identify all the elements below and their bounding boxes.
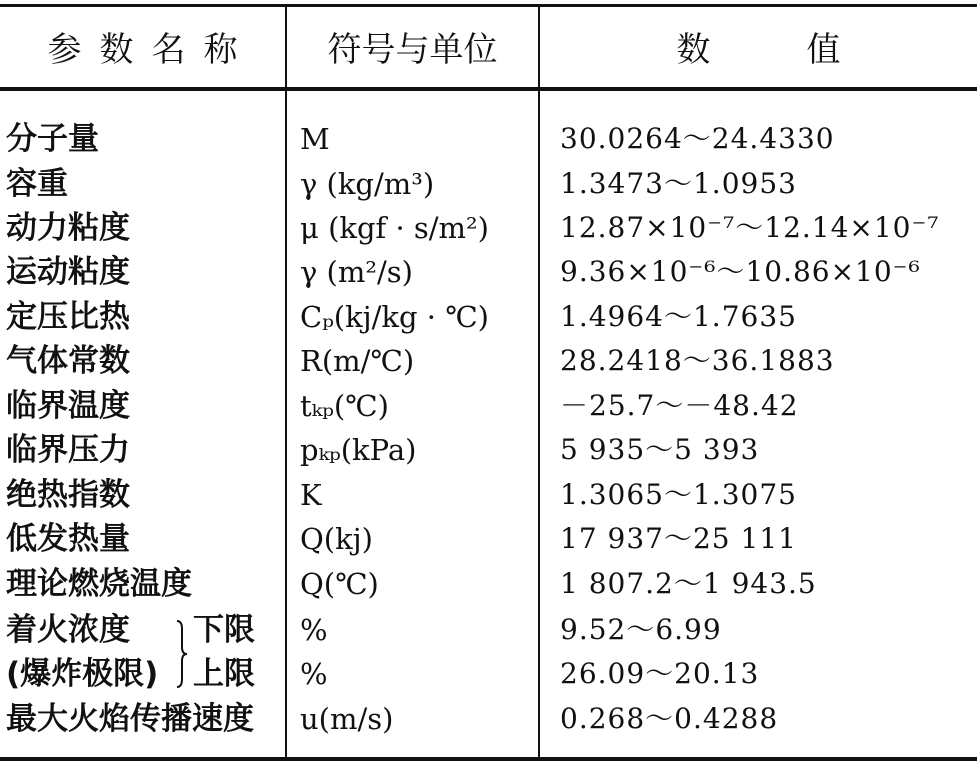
table-row (0, 562, 977, 606)
param-symbol: % (300, 613, 328, 647)
table-row (0, 250, 977, 294)
param-symbol: Q(kj) (300, 522, 373, 556)
param-value: 30.0264～24.4330 (560, 122, 835, 155)
brace-icon (175, 619, 189, 689)
param-value: －25.7～－48.42 (560, 389, 799, 422)
header-rule (0, 87, 977, 91)
param-symbol: Cₚ(kj/kg · ℃) (300, 300, 489, 334)
param-value: 1.3065～1.3075 (560, 478, 797, 511)
table-row (0, 473, 977, 517)
param-symbol: Q(℃) (300, 567, 379, 601)
bottom-rule (0, 757, 977, 761)
param-name: 绝热指数 (6, 477, 130, 513)
table-row (0, 206, 977, 250)
param-value: 1.4964～1.7635 (560, 300, 797, 333)
param-name: 容重 (6, 166, 68, 202)
param-symbol: pₖₚ(kPa) (300, 433, 417, 467)
param-symbol: γ (kg/m³) (300, 167, 435, 201)
param-name: 定压比热 (6, 299, 130, 335)
param-value: 26.09～20.13 (560, 657, 760, 690)
param-symbol: K (300, 478, 322, 512)
table-row (0, 697, 977, 741)
header-parameter-name: 参 数 名 称 (47, 29, 238, 70)
param-value: 9.36×10⁻⁶～10.86×10⁻⁶ (560, 255, 921, 288)
param-name: 理论燃烧温度 (6, 566, 192, 602)
param-value: 12.87×10⁻⁷～12.14×10⁻⁷ (560, 211, 940, 244)
param-symbol: tₖₚ(℃) (300, 389, 389, 423)
header-symbol-unit: 符号与单位 (327, 29, 498, 70)
table-row (0, 517, 977, 561)
param-symbol: % (300, 657, 328, 691)
param-symbol: M (300, 122, 330, 156)
table-row (0, 339, 977, 383)
param-symbol: μ (kgf · s/m²) (300, 211, 489, 245)
param-name: 最大火焰传播速度 (6, 701, 254, 737)
table-row (0, 608, 977, 652)
param-symbol: u(m/s) (300, 702, 394, 736)
param-name: 分子量 (6, 121, 99, 157)
table-row (0, 117, 977, 161)
param-value: 1.3473～1.0953 (560, 167, 797, 200)
param-symbol: γ (m²/s) (300, 255, 413, 289)
param-value: 5 935～5 393 (560, 433, 760, 466)
param-name: 临界压力 (6, 432, 130, 468)
table-row (0, 428, 977, 472)
param-value: 17 937～25 111 (560, 522, 797, 555)
param-name: 临界温度 (6, 388, 130, 424)
table-row (0, 162, 977, 206)
param-name: 运动粘度 (6, 254, 130, 290)
param-symbol: R(m/℃) (300, 344, 415, 378)
param-value: 1 807.2～1 943.5 (560, 567, 817, 600)
param-value: 9.52～6.99 (560, 613, 722, 646)
table-row (0, 384, 977, 428)
param-value: 28.2418～36.1883 (560, 344, 835, 377)
param-name: 着火浓度 (6, 612, 130, 648)
lower-limit-label: 下限 (193, 612, 255, 648)
table-row (0, 295, 977, 339)
table-row (0, 652, 977, 696)
param-value: 0.268～0.4288 (560, 702, 779, 735)
param-name: (爆炸极限) (6, 656, 159, 692)
param-name: 动力粘度 (6, 210, 130, 246)
header-value: 数 值 (676, 29, 841, 70)
param-name: 低发热量 (6, 521, 130, 557)
param-name: 气体常数 (6, 343, 130, 379)
upper-limit-label: 上限 (193, 656, 255, 692)
